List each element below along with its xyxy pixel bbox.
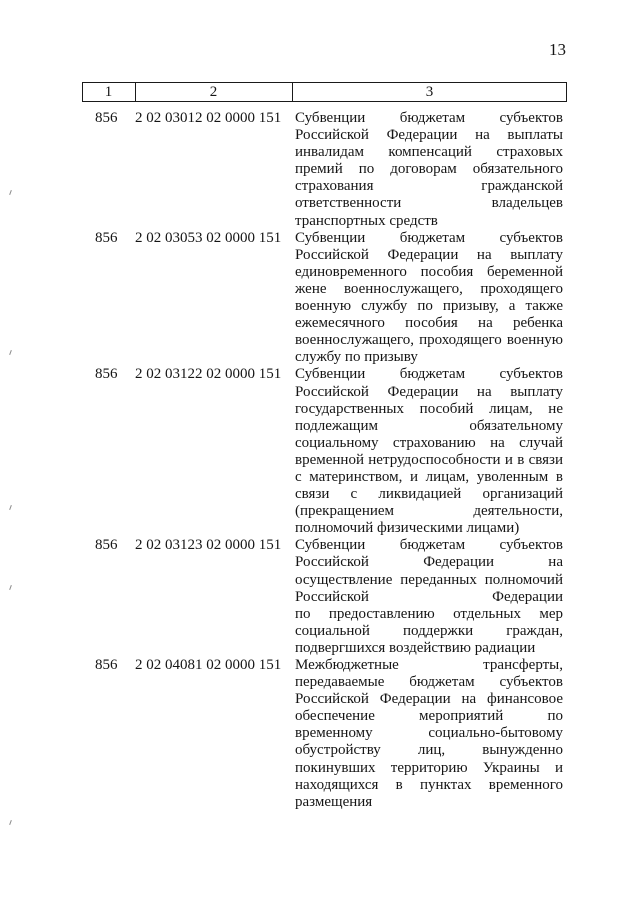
description-line: временному социально-бытовому (295, 725, 563, 742)
scan-mark (9, 190, 12, 195)
scan-mark (9, 820, 12, 825)
page-number: 13 (549, 40, 566, 59)
description-line: подвергшихся воздействию радиации (295, 639, 536, 656)
description-line: покинувших территорию Украины и (295, 759, 563, 776)
description-line: Российской Федерации на финансовое (295, 691, 563, 708)
description-cell (295, 110, 563, 230)
description-line: Субвенции бюджетам субъектов (295, 110, 563, 126)
description-line: жене военнослужащего, проходящего (295, 280, 563, 297)
budget-code-cell: 2 02 04081 02 0000 151 (135, 657, 282, 673)
description-line: с материнством, и лицам, уволенным в (295, 468, 563, 485)
description-line: Российской Федерации на (295, 554, 563, 571)
description-cell (295, 366, 563, 537)
budget-code-cell: 2 02 03123 02 0000 151 (135, 537, 282, 554)
table-header (82, 82, 567, 102)
description-line: подлежащим обязательному (295, 417, 563, 434)
description-line: военную службу по призыву, а также (295, 298, 563, 315)
description-cell (295, 657, 563, 811)
scan-mark (9, 350, 12, 355)
description-line: Субвенции бюджетам субъектов (295, 229, 563, 246)
description-line: находящихся в пунктах временного (295, 776, 563, 793)
description-line: Субвенции бюджетам субъектов (295, 537, 563, 554)
description-line: инвалидам компенсаций страховых (295, 144, 563, 161)
description-cell (295, 230, 563, 367)
description-line: социальной поддержки граждан, (295, 622, 563, 639)
description-line: размещения (295, 793, 373, 810)
admin-code-cell: 856 (95, 229, 118, 246)
table-body (85, 110, 567, 811)
description-line: Межбюджетные трансферты, (295, 657, 563, 673)
column-header-3: 3 (425, 84, 434, 100)
description-line: Субвенции бюджетам субъектов (295, 366, 563, 383)
budget-code-cell: 2 02 03122 02 0000 151 (135, 366, 282, 383)
admin-code-cell: 856 (95, 537, 118, 554)
description-line: социальному страхованию на случай (295, 434, 563, 451)
description-line: (прекращением деятельности, (295, 503, 563, 520)
table-row (85, 230, 567, 367)
description-line: временной нетрудоспособности и в связи (295, 451, 563, 468)
description-line: премий по договорам обязательного (295, 161, 563, 178)
column-header-1: 1 (104, 84, 113, 100)
scan-mark (9, 505, 12, 510)
description-line: полномочий физическими лицами) (295, 520, 520, 537)
budget-code-cell: 2 02 03053 02 0000 151 (135, 229, 282, 246)
description-line: службу по призыву (295, 349, 418, 366)
description-line: Российской Федерации на выплаты (295, 127, 563, 144)
description-line: ежемесячного пособия на ребенка (295, 315, 563, 332)
budget-code-cell: 2 02 03012 02 0000 151 (135, 110, 282, 126)
description-line: передаваемые бюджетам субъектов (295, 674, 563, 691)
description-line: военнослужащего, проходящего военную (295, 332, 563, 349)
description-line: Российской Федерации (295, 588, 563, 605)
admin-code-cell: 856 (95, 110, 118, 126)
scan-mark (9, 585, 12, 590)
description-line: связи с ликвидацией организаций (295, 486, 563, 503)
description-line: государственных пособий лицам, не (295, 400, 563, 417)
table-row (85, 366, 567, 537)
description-line: по предоставлению отдельных мер (295, 605, 563, 622)
admin-code-cell: 856 (95, 366, 118, 383)
description-line: Российской Федерации на выплату (295, 383, 563, 400)
table-row (85, 537, 567, 657)
description-line: страхования гражданской (295, 178, 563, 195)
description-line: ответственности владельцев (295, 195, 563, 212)
description-line: транспортных средств (295, 212, 438, 229)
description-line: осуществление переданных полномочий (295, 571, 563, 588)
description-line: обустройству лиц, вынужденно (295, 742, 563, 759)
description-line: обеспечение мероприятий по (295, 708, 563, 725)
table-row (85, 110, 567, 230)
column-header-2: 2 (209, 84, 218, 100)
admin-code-cell: 856 (95, 657, 118, 673)
description-line: Российской Федерации на выплату (295, 246, 563, 263)
description-cell (295, 537, 563, 657)
table-row (85, 657, 567, 811)
description-line: единовременного пособия беременной (295, 263, 563, 280)
